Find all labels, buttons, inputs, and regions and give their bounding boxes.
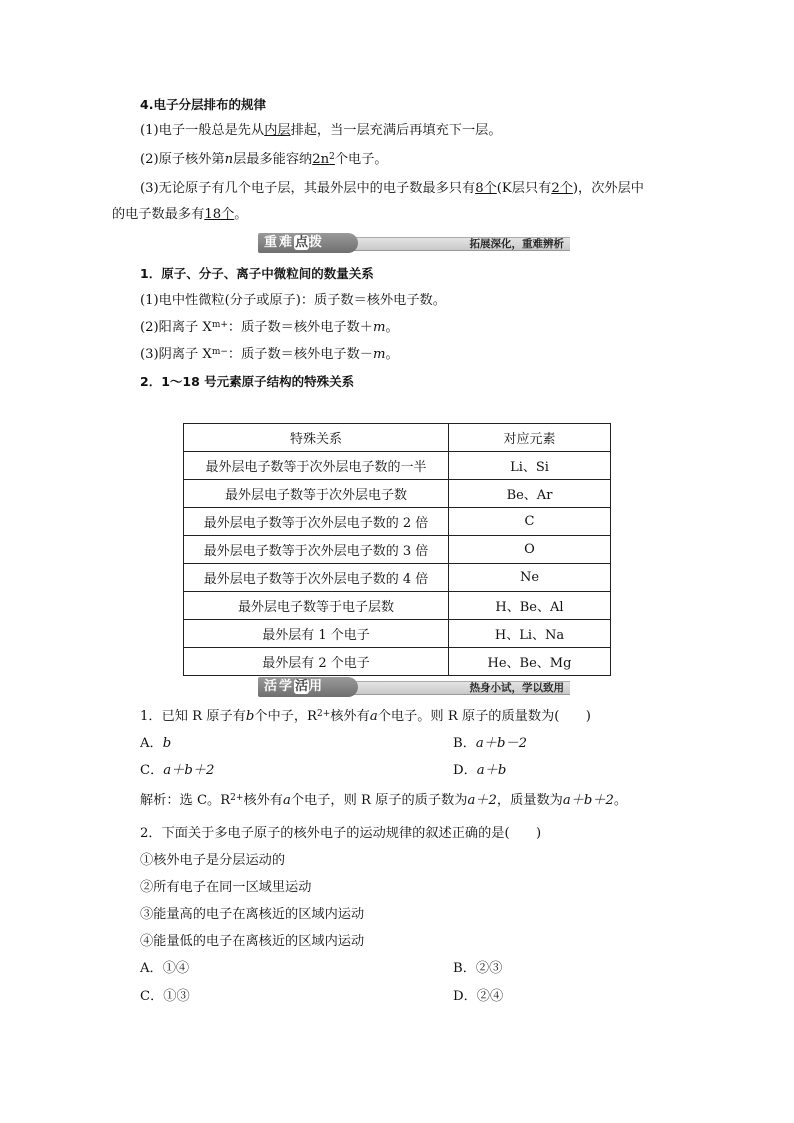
table-cell-element: H、Be、Al <box>449 592 611 620</box>
banner-tag <box>258 677 358 697</box>
q1-text-c: 核外有 <box>330 709 370 724</box>
q1-analysis-text-c: 个电子，则 R 原子的质子数为 <box>290 793 468 808</box>
q1-text: 1．已知 R 原子有 <box>140 709 246 724</box>
q1-option-d[interactable] <box>453 762 506 780</box>
table-cell-relation: 最外层电子数等于次外层电子数的 3 倍 <box>184 536 449 564</box>
table-header-relation: 特殊关系 <box>184 424 449 452</box>
banner-tag-text-post: 拨 <box>309 235 325 250</box>
table-cell-element: H、Li、Na <box>449 620 611 648</box>
rule-3-text-c: )，次外层中 <box>572 181 644 196</box>
q1-option-c-label: C． <box>140 763 164 778</box>
q2-option-d[interactable]: D．②④ <box>453 989 504 1004</box>
q2-option-c[interactable]: C．①③ <box>140 989 190 1004</box>
q1-analysis <box>140 792 627 810</box>
q1-analysis-value-2: a＋b＋2 <box>562 793 614 808</box>
rule-3-cont <box>112 206 247 224</box>
q1-var-a: a <box>369 709 378 724</box>
rule-3-text-d: 的电子数最多有 <box>112 207 205 222</box>
point-1c-text: (3)阴离子 X <box>140 347 212 362</box>
section-banner-key-points <box>258 233 570 253</box>
rule-2 <box>140 151 388 169</box>
rule-3-text-b: (K层只有 <box>496 181 552 196</box>
table-header-row <box>184 424 611 452</box>
rule-3-answer-2: 2个 <box>551 181 573 196</box>
rule-2-answer <box>312 152 335 167</box>
q1-var-b: b <box>245 709 255 724</box>
banner-subtitle: 热身小试，学以致用 <box>469 682 564 694</box>
table-cell-element: O <box>449 536 611 564</box>
table-cell-element: Ne <box>449 564 611 592</box>
rule-2-text: (2)原子核外第 <box>140 152 225 167</box>
q1-option-b[interactable] <box>453 735 527 753</box>
point-1c <box>140 346 399 364</box>
q1-option-b-label: B． <box>453 736 476 751</box>
q2-statement-3: ③能量高的电子在离核近的区域内运动 <box>140 907 365 922</box>
table-row <box>184 452 611 480</box>
q1-option-a-value: b <box>162 736 172 751</box>
banner-tag-highlight: 活 <box>295 679 309 694</box>
q1-text-d: 个电子。则 R 原子的质量数为( ) <box>377 709 591 724</box>
q1-analysis-text: 解析：选 C。R <box>140 793 231 808</box>
point-1b <box>140 319 399 337</box>
q1-analysis-text-b: 核外有 <box>243 793 283 808</box>
rule-3-text-e: 。 <box>234 207 248 222</box>
q1-analysis-text-e: 。 <box>613 793 628 808</box>
banner-subtitle: 拓展深化，重难辨析 <box>469 238 564 250</box>
q2-statement-4: ④能量低的电子在离核近的区域内运动 <box>140 934 365 949</box>
table-row <box>184 592 611 620</box>
table-row <box>184 564 611 592</box>
q1-analysis-text-d: ，质量数为 <box>496 793 563 808</box>
q1-option-a-label: A． <box>140 736 163 751</box>
q1-option-c-value: a＋b＋2 <box>163 763 215 778</box>
table-row <box>184 508 611 536</box>
table-row <box>184 620 611 648</box>
table-row <box>184 536 611 564</box>
banner-tag-text: 重难 <box>264 235 295 250</box>
rule-2-text-b: 层最多能容纳 <box>233 152 313 167</box>
table-cell-element: He、Be、Mg <box>449 648 611 676</box>
point-1c-var: m <box>372 347 386 362</box>
table-header-element: 对应元素 <box>449 424 611 452</box>
point-1b-text: (2)阳离子 X <box>140 320 212 335</box>
q1-analysis-var: a <box>283 793 291 808</box>
question-2-stem: 2．下面关于多电子原子的核外电子的运动规律的叙述正确的是( ) <box>140 826 542 841</box>
question-1-stem <box>140 708 591 726</box>
section-banner-practice <box>258 677 570 697</box>
rule-3-text: (3)无论原子有几个电子层，其最外层中的电子数最多只有 <box>140 181 476 196</box>
point-1-title: 1．原子、分子、离子中微粒间的数量关系 <box>140 266 374 281</box>
rule-3-answer-3: 18个 <box>204 207 235 222</box>
rule-3 <box>140 180 644 198</box>
section-title: 4.电子分层排布的规律 <box>140 97 266 112</box>
rule-1-tail: 排起，当一层充满后再填充下一层。 <box>290 123 502 138</box>
banner-tag-text-post: 用 <box>309 679 325 694</box>
q2-option-b[interactable]: B．②③ <box>453 961 503 976</box>
q1-analysis-sup: 2+ <box>230 793 244 803</box>
rule-2-text-c: 个电子。 <box>334 152 388 167</box>
table-cell-relation: 最外层电子数等于次外层电子数的 2 倍 <box>184 508 449 536</box>
table-cell-relation: 最外层有 2 个电子 <box>184 648 449 676</box>
q1-option-a[interactable] <box>140 735 171 753</box>
rule-2-answer-val: 2n <box>312 152 330 167</box>
table-cell-relation: 最外层电子数等于次外层电子数 <box>184 480 449 508</box>
rule-1-answer: 内层 <box>264 123 291 138</box>
table-cell-element: Li、Si <box>449 452 611 480</box>
point-1b-sup: m+ <box>211 320 228 330</box>
point-1a: (1)电中性微粒(分子或原子)：质子数＝核外电子数。 <box>140 293 446 308</box>
rule-1-text: (1)电子一般总是先从 <box>140 123 265 138</box>
rule-2-var: n <box>224 152 234 167</box>
q1-analysis-value-1: a＋2 <box>467 793 497 808</box>
point-1b-text-c: 。 <box>385 320 399 335</box>
point-1c-sup: m− <box>211 347 228 357</box>
table-cell-element: Be、Ar <box>449 480 611 508</box>
q1-text-b: 个中子，R <box>254 709 317 724</box>
q1-option-c[interactable] <box>140 762 214 780</box>
table-cell-relation: 最外层电子数等于次外层电子数的 4 倍 <box>184 564 449 592</box>
rule-1 <box>140 122 502 140</box>
point-1b-var: m <box>372 320 386 335</box>
relation-table <box>183 423 611 676</box>
table-cell-relation: 最外层电子数等于次外层电子数的一半 <box>184 452 449 480</box>
point-1c-text-c: 。 <box>385 347 399 362</box>
point-1c-text-b: ：质子数＝核外电子数－ <box>227 347 373 362</box>
q1-option-d-label: D． <box>453 763 477 778</box>
table-cell-element: C <box>449 508 611 536</box>
table-cell-relation: 最外层电子数等于电子层数 <box>184 592 449 620</box>
q1-sup: 2+ <box>316 709 331 719</box>
q2-statement-2: ②所有电子在同一区域里运动 <box>140 880 312 895</box>
table-row <box>184 480 611 508</box>
point-1b-text-b: ：质子数＝核外电子数＋ <box>227 320 373 335</box>
q2-statement-1: ①核外电子是分层运动的 <box>140 853 286 868</box>
point-2-title: 2．1～18 号元素原子结构的特殊关系 <box>140 374 355 389</box>
q1-option-b-value: a＋b－2 <box>475 736 527 751</box>
q1-option-d-value: a＋b <box>476 763 507 778</box>
table-cell-relation: 最外层有 1 个电子 <box>184 620 449 648</box>
banner-tag-highlight: 点 <box>295 235 309 250</box>
q2-option-a[interactable]: A．①④ <box>140 961 190 976</box>
table-row <box>184 648 611 676</box>
rule-3-answer-1: 8个 <box>475 181 497 196</box>
rule-2-answer-sup: 2 <box>329 152 335 162</box>
banner-tag-text: 活学 <box>264 679 295 694</box>
banner-tag <box>258 233 358 253</box>
